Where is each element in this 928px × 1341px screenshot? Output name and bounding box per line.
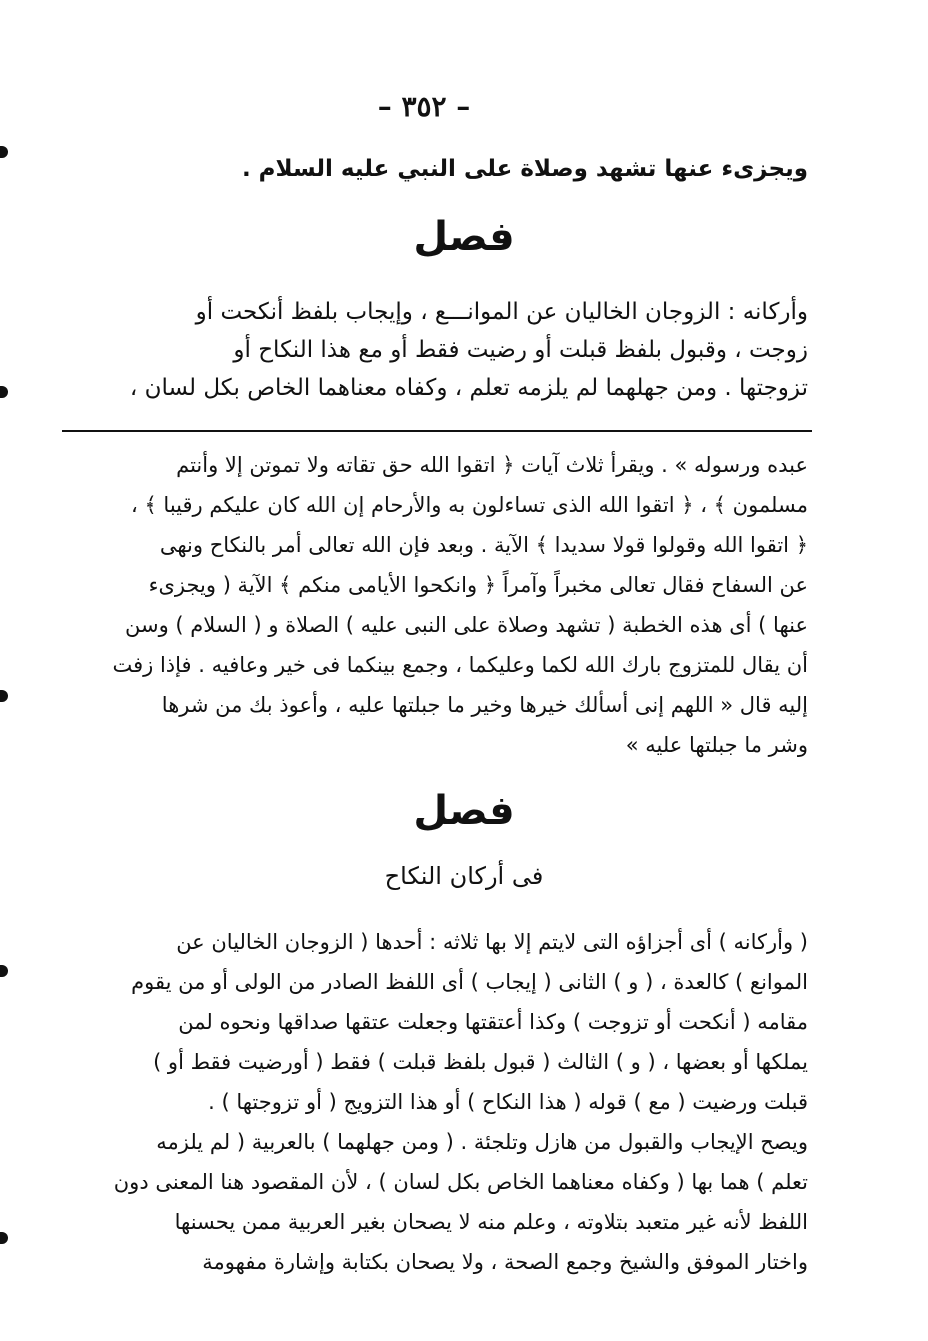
text-line: مقامه ( أنكحت أو تزوجت ) وكذا أعتقتها وجعلت عتقها صداقها ونحوه لمن	[178, 1010, 808, 1034]
main-text	[68, 293, 808, 407]
margin-mark	[0, 690, 8, 702]
commentary-block-2	[68, 922, 808, 1282]
text-line: ( وأركانه ) أى أجزاؤه التى لايتم إلا بها ثلاثه : أحدها ( الزوجان الخاليان عن	[176, 930, 808, 954]
text-line: يملكها أو بعضها ، ( و ) الثالث ( قبول بلفظ قبلت ) فقط ( أورضيت فقط أو )	[153, 1050, 808, 1074]
margin-mark	[0, 965, 8, 977]
separator-rule	[62, 430, 812, 432]
section-subheading: فى أركان النكاح	[384, 862, 544, 890]
margin-mark	[0, 1232, 8, 1244]
margin-mark	[0, 386, 8, 398]
text-line: تعلم ) هما بها ( وكفاه معناهما الخاص بكل لسان ) ، لأن المقصود هنا المعنى دون	[113, 1170, 808, 1194]
text-line: ويجزىء عنها تشهد وصلاة على النبي عليه السلام .	[241, 156, 808, 182]
text-line: أن يقال للمتزوج بارك الله لكما وعليكما ، وجمع بينكما فى خير وعافيه . فإذا زفت	[112, 653, 808, 677]
text-line: تزوجتها . ومن جهلهما لم يلزمه تعلم ، وكفاه معناهما الخاص بكل لسان ،	[129, 375, 808, 401]
text-line: ويصح الإيجاب والقبول من هازل وتلجئة . ( ومن جهلهما ) بالعربية ( لم يلزمه	[156, 1130, 808, 1154]
page-number: – ٣٥٢ –	[377, 90, 471, 123]
text-line: وشر ما جبلتها عليه »	[625, 733, 808, 757]
margin-mark	[0, 146, 8, 158]
text-line: مسلمون ﴾ ، ﴿ اتقوا الله الذى تساءلون به والأرحام إن الله كان عليكم رقيبا ﴾ ،	[130, 493, 808, 517]
text-line: وأركانه : الزوجان الخاليان عن الموانـــع ، وإيجاب بلفظ أنكحت أو	[195, 299, 808, 325]
text-line: الموانع ) كالعدة ، ( و ) الثانى ( إيجاب ) أى اللفظ الصادر من الولى أو من يقوم	[131, 970, 808, 994]
commentary-block-1	[68, 445, 808, 765]
text-line: عن السفاح فقال تعالى مخبراً وآمراً ﴿ وانكحوا الأيامى منكم ﴾ الآية ( ويجزىء	[148, 573, 808, 597]
section-heading-1: فصل	[413, 214, 515, 260]
text-line: ﴿ اتقوا الله وقولوا قولا سديدا ﴾ الآية . وبعد فإن الله تعالى أمر بالنكاح ونهى	[159, 533, 808, 557]
text-line: عنها ) أى هذه الخطبة ( تشهد وصلاة على النبى عليه ) الصلاة و ( السلام ) وسن	[125, 613, 808, 637]
section-heading-2: فصل	[413, 788, 515, 834]
text-line: اللفظ لأنه غير متعبد بتلاوته ، وعلم منه لا يصحان بغير العربية ممن يحسنها	[174, 1210, 808, 1234]
text-line: واختار الموفق والشيخ وجمع الصحة ، ولا يصحان بكتابة وإشارة مفهومة	[202, 1250, 808, 1274]
text-line: قبلت ورضيت ( مع ) قوله ( هذا النكاح ) أو هذا التزويج ( أو تزوجتها ) .	[208, 1090, 808, 1114]
text-line: زوجت ، وقبول بلفظ قبلت أو رضيت فقط أو مع هذا النكاح أو	[233, 337, 808, 363]
text-line: إليه قال « اللهم إنى أسألك خيرها وخير ما جبلتها عليه ، وأعوذ بك من شرها	[161, 693, 808, 717]
top-line	[68, 150, 808, 188]
text-line: عبده ورسوله » . ويقرأ ثلاث آيات ﴿ اتقوا الله حق تقاته ولا تموتن إلا وأنتم	[176, 453, 808, 477]
